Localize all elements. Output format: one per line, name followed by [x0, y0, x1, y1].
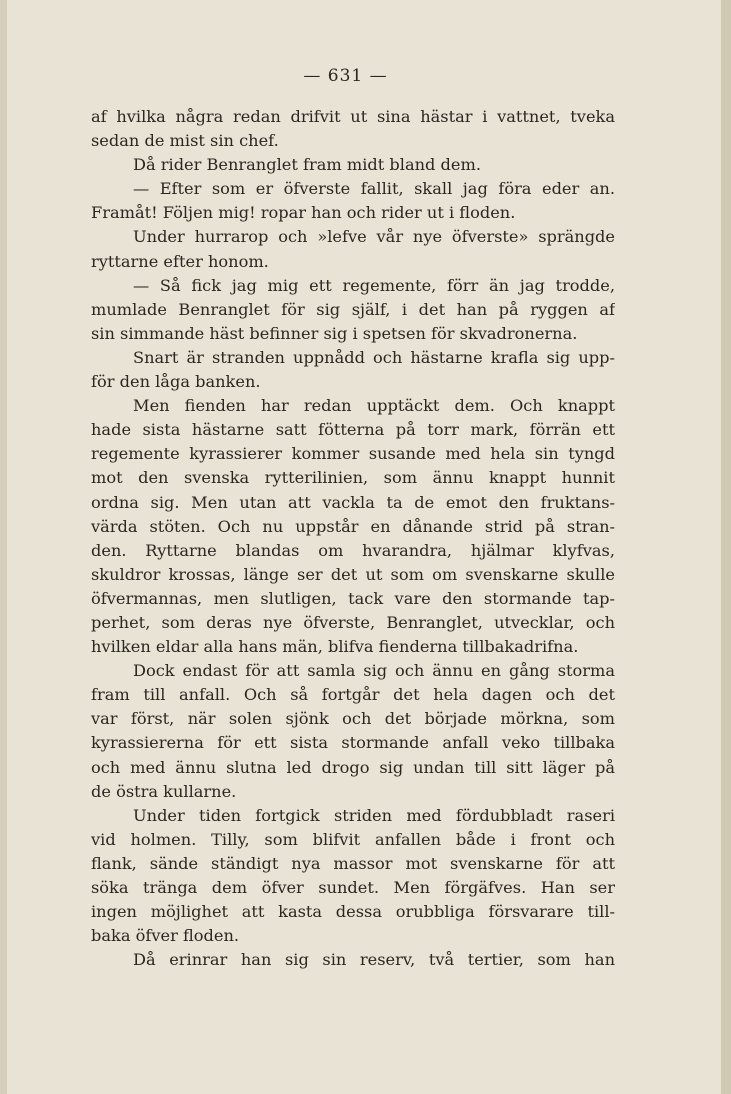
body-text [91, 105, 615, 972]
text-line: Snart är stranden uppnådd och hästarne krafla sig upp- [133, 347, 615, 367]
text-line: ingen möjlighet att kasta dessa orubbliga försvarare till- [91, 902, 615, 922]
text-line: Men fienden har redan upptäckt dem. Och knappt [133, 396, 615, 416]
text-line: och med ännu slutna led drogo sig undan till sitt läger på [91, 757, 615, 777]
page-number: — 631 — [303, 66, 388, 86]
text-line: var först, när solen sjönk och det började mörkna, som [91, 709, 615, 729]
text-line: sedan de mist sin chef. [91, 131, 279, 151]
text-line: regemente kyrassierer kommer susande med hela sin tyngd [91, 444, 615, 464]
text-line: mot den svenska rytterilinien, som ännu knappt hunnit [91, 468, 615, 488]
text-line: — Så fick jag mig ett regemente, förr än jag trodde, [133, 275, 615, 295]
text-line: flank, sände ständigt nya massor mot svenskarne för att [91, 853, 615, 873]
text-line: Dock endast för att samla sig och ännu en gång storma [133, 661, 615, 681]
text-line: söka tränga dem öfver sundet. Men förgäfves. Han ser [91, 878, 615, 897]
text-line: hade sista hästarne satt fötterna på torr mark, förrän ett [91, 420, 615, 440]
text-line: ryttarne efter honom. [91, 251, 269, 271]
text-line: mumlade Benranglet för sig själf, i det han på ryggen af [91, 299, 615, 319]
page-edge [0, 0, 7, 1094]
text-line: den. Ryttarne blandas om hvarandra, hjälmar klyfvas, [91, 540, 615, 560]
text-line: värda stöten. Och nu uppstår en dånande strid på stran- [91, 516, 615, 536]
text-line: kyrassiererna för ett sista stormande anfall veko tillbaka [91, 733, 615, 753]
text-line: öfvermannas, men slutligen, tack vare den stormande tap- [91, 588, 615, 608]
text-line: perhet, som deras nye öfverste, Benranglet, utvecklar, och [91, 612, 615, 632]
text-line: skuldror krossas, länge ser det ut som om svenskarne skulle [91, 564, 615, 584]
text-line: Under tiden fortgick striden med fördubbladt raseri [133, 805, 615, 825]
text-line: Då erinrar han sig sin reserv, två tertier, som han [133, 950, 615, 970]
text-line: baka öfver floden. [91, 926, 240, 946]
text-line: de östra kullarne. [91, 781, 237, 801]
text-line: — Efter som er öfverste fallit, skall jag föra eder an. [133, 179, 615, 199]
text-line: ordna sig. Men utan att vackla ta de emot den fruktans- [91, 492, 615, 512]
text-line: Framåt! Följen mig! ropar han och rider ut i floden. [91, 203, 516, 223]
text-line: fram till anfall. Och så fortgår det hela dagen och det [91, 685, 615, 705]
text-line: sin simmande häst befinner sig i spetsen för skvadronerna. [91, 323, 578, 343]
text-line: vid holmen. Tilly, som blifvit anfallen både i front och [91, 829, 615, 849]
text-line: Under hurrarop och »lefve vår nye öfverste» sprängde [133, 227, 615, 247]
text-line: hvilken eldar alla hans män, blifva fienderna tillbakadrifna. [91, 637, 579, 657]
text-line: af hvilka några redan drifvit ut sina hästar i vattnet, tveka [91, 107, 615, 126]
text-line: Då rider Benranglet fram midt bland dem. [133, 155, 481, 175]
text-line: för den låga banken. [91, 372, 261, 392]
